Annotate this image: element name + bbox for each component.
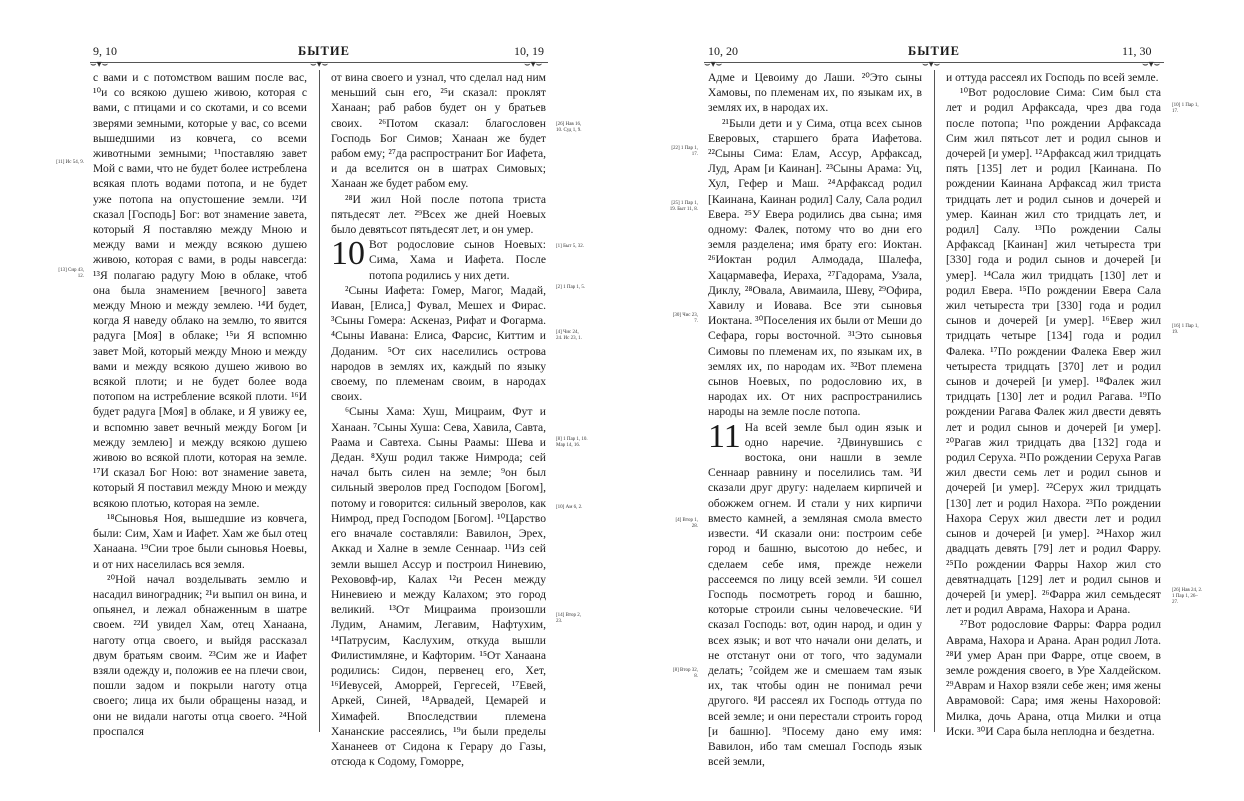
cross-reference-note: [30] Чис 23, 7.	[672, 313, 698, 324]
cross-reference-note: [10] 1 Пар 1, 17.	[1172, 103, 1199, 114]
flourish-ornament: ⌣▾⌣	[310, 59, 329, 70]
paragraph: ²⁷Вот родословие Фарры: Фарра родил Аврама, Нахора и Арана. Аран родил Лота. ²⁸И умер Аран при Фарре, отце своем, в земле рождения своего, в Уре Халдейском. ²⁹Аврам и Нахор взяли себе жен; имя жены Аврамовой: Сара; имя жены Нахоровой: Милка, дочь Арана, отца Милки и отца Иски. ³⁰И Сара была неплодна и бездетна.	[946, 618, 1161, 738]
flourish-ornament: ⌣▾⌣	[704, 59, 723, 70]
paragraph: ¹⁰Вот родословие Сима: Сим был ста лет и родил Арфаксада, чрез два года после потопа; ¹¹по рождении Арфаксада Сим жил пятьсот лет и родил сынов и дочерей [и умер]. ¹²Арфаксад жил тридцать пять [135] лет и родил [Каинана. По рождении Каинана Арфаксад жил триста тридцать лет и родил сынов и дочерей и умер. Каинан жил сто тридцать лет, и родил] Салу. ¹³По рождении Салы Арфаксад [Каинан] жил четыреста три [330] года и родил сынов и дочерей [и умер]. ¹⁴Сала жил тридцать [130] лет и родил Евера. ¹⁵По рождении Евера Сала жил четыреста три [330] года и родил сынов и дочерей [и умер]. ¹⁶Евер жил тридцать четыре [134] года и родил Фалека. ¹⁷По рождении Фалека Евер жил четыреста тридцать [370] лет и родил сынов и дочерей [и умер]. ¹⁸Фалек жил тридцать [130] лет и родил Рагава. ¹⁹По рождении Рагава Фалек жил двести девять лет и родил сынов и дочерей [и умер]. ²⁰Рагав жил тридцать два [132] года и родил Серуха. ²¹По рождении Серуха Рагав жил двести семь лет и родил сынов и дочерей [и умер]. ²²Серух жил тридцать [130] лет и родил Нахора. ²³По рождении Нахора Серух жил двести лет и родил сынов и дочерей [и умер]. ²⁴Нахор жил двадцать девять [79] лет и родил Фарру. ²⁵По рождении Фарры Нахор жил сто девятнадцать [129] лет и родил сынов и дочерей [и умер]. ²⁶Фарра жил семьдесят лет и родил Аврама, Нахора и Арана.	[946, 86, 1161, 617]
paragraph: ¹⁸Сыновья Ноя, вышедшие из ковчега, были: Сим, Хам и Иафет. Хам же был отец Ханаана. ¹⁹Сии трое были сыновья Ноевы, и от них населилась вся земля.	[93, 511, 307, 571]
paragraph: ²⁰Ной начал возделывать землю и насадил виноградник; ²¹и выпил он вина, и опьянел, и лежал обнаженным в шатре своем. ²²И увидел Хам, отец Ханаана, наготу отца своего, и выйдя рассказал двум братьям своим. ²³Сим же и Иафет взяли одежду и, положив ее на плечи свои, пошли задом и покрыли наготу отца своего; лица их были обращены назад, и они не видали наготы отца своего. ²⁴Ной проспался	[93, 572, 307, 738]
cross-reference-note: [4] Втор 1, 28.	[675, 518, 698, 529]
paragraph: от вина своего и узнал, что сделал над ним меньший сын его, ²⁵и сказал: проклят Ханаан; раб рабов будет он у братьев своих. ²⁶Потом сказал: благословен Господь Бог Симов; Ханаан же будет рабом ему; ²⁷да распространит Бог Иафета, и да вселится он в шатрах Симовых; Ханаан же будет рабом ему.	[331, 71, 546, 191]
cross-reference-note: [25] 1 Пар 1, 19. Быт 11, 8.	[669, 201, 698, 212]
cross-reference-note: [16] 1 Пар 1, 19.	[1172, 324, 1199, 335]
right-page	[622, 0, 1244, 801]
paragraph: ²⁸И жил Ной после потопа триста пятьдесят лет. ²⁹Всех же дней Ноевых было девятьсот пятьдесят лет, и он умер.	[331, 192, 546, 237]
paragraph: и оттуда рассеял их Господь по всей земле.	[946, 71, 1159, 84]
paragraph: с вами и с потомством вашим после вас, ¹⁰и со всякою душею живою, которая с вами, с птицами и со скотами, и со всеми зверями земными, которые у вас, со всеми вышедшими из ковчега, со всеми животными земными; ¹¹поставляю завет Мой с вами, что не будет более истреблена всякая плоть водами потопа, и не будет уже потопа на опустошение земли. ¹²И сказал [Господь] Бог: вот знамение завета, который Я поставляю между Мною и между вами и между всякою душею живою, которая с вами, в роды навсегда: ¹³Я полагаю радугу Мою в облаке, чтоб она была знамением [вечного] завета между Мною и между землею. ¹⁴И будет, когда Я наведу облако на землю, то явится радуга [Моя] в облаке; ¹⁵и Я вспомню завет Мой, который между Мною и между вами и между всякою душею живою во всякой плоти; и не будет более вода потопом на истребление всякой плоти. ¹⁶И будет радуга [Моя] в облаке, и Я увижу ее, и вспомню завет вечный между Богом [и между землею] и между всякою душею живою во всякой плоти, которая на земле. ¹⁷И сказал Бог Ною: вот знамение завета, который Я поставил между Мною и между всякою плотью, которая на земле.	[93, 71, 307, 510]
paragraph: Вот родословие сынов Ноевых: Сима, Хама и Иафета. После потопа родились у них дети.	[369, 238, 546, 282]
column-divider	[319, 70, 320, 732]
paragraph: Адме и Цевоиму до Лаши. ²⁰Это сыны Хамовы, по племенам их, по языкам их, в землях их, в народах их.	[708, 71, 922, 115]
paragraph: ²¹Были дети и у Сима, отца всех сынов Еверовых, старшего брата Иафетова. ²²Сыны Сима: Елам, Ассур, Арфаксад, Луд, Арам [и Каинан]. ²³Сыны Арама: Уц, Хул, Гефер и Маш. ²⁴Арфаксад родил [Каинана, Каинан родил] Салу, Сала родил Евера. ²⁵У Евера родились два сына; имя одному: Фалек, потому что во дни его земля разделена; имя брату его: Иоктан. ²⁶Иоктан родил Алмодада, Шалефа, Хацармавефа, Иераха, ²⁷Гадорама, Узала, Диклу, ²⁸Овала, Авимаила, Шеву, ²⁹Офира, Хавилу и Иовава. Все эти сыновья Иоктана. ³⁰Поселения их были от Меши до Сефара, горы восточной. ³¹Это сыновья Симовы по племенам их, по языкам их, в землях их, по народам их. ³²Вот племена сынов Ноевых, по родословию их, в народах их. От них распространились народы на земле после потопа.	[708, 116, 922, 419]
chapter-number: 11	[708, 417, 741, 455]
left-page-head-left: 9, 10	[93, 44, 117, 58]
right-page-column-2	[946, 70, 1161, 739]
right-page-head-left: 10, 20	[708, 44, 738, 58]
flourish-ornament: ⌣▾⌣	[1142, 59, 1161, 70]
cross-reference-note: [8] Втор 32, 8.	[672, 668, 698, 679]
flourish-ornament: ⌣▾⌣	[922, 59, 941, 70]
cross-reference-note: [22] 1 Пар 1, 17.	[671, 146, 698, 157]
left-page-column-1	[93, 70, 307, 739]
cross-reference-note: [4] Чис 24, 24. Ис 23, 1.	[556, 330, 582, 341]
right-page-head-right: 11, 30	[1122, 44, 1152, 58]
right-page-column-1	[708, 70, 922, 769]
left-page-column-2	[331, 70, 546, 769]
cross-reference-note: [10] Ам 6, 2.	[556, 505, 583, 510]
paragraph: ²Сыны Иафета: Гомер, Магог, Мадай, Иаван, [Елиса,] Фувал, Мешех и Фирас. ³Сыны Гомера: Аскеназ, Рифат и Фогарма. ⁴Сыны Иавана: Елиса, Фарсис, Киттим и Доданим. ⁵От сих населились острова народов в землях их, каждый по языку своему, по племенам своим, в народах своих.	[331, 283, 546, 404]
left-page-head-right: 10, 19	[514, 44, 544, 58]
flourish-ornament: ⌣▾⌣	[90, 59, 109, 70]
cross-reference-note: [13] Сир 43, 12.	[58, 268, 84, 279]
right-page-title: БЫТИЕ	[908, 44, 960, 58]
cross-reference-note: [1] Быт 5, 32.	[556, 244, 584, 249]
cross-reference-note: [2] 1 Пар 1, 5.	[556, 285, 586, 290]
paragraph: ⁶Сыны Хама: Хуш, Мицраим, Фут и Ханаан. ⁷Сыны Хуша: Сева, Хавила, Савта, Раама и Савтеха. Сыны Раамы: Шева и Дедан. ⁸Хуш родил также Нимрода; сей начал быть силен на земле; ⁹он был сильный зверолов пред Господом [Богом], потому и говорится: сильный зверолов, как Нимрод, пред Господом [Богом]. ¹⁰Царство его вначале составляли: Вавилон, Эрех, Аккад и Халне в земле Сеннаар. ¹¹Из сей земли вышел Ассур и построил Ниневию, Рехововф-ир, Калах ¹²и Ресен между Ниневиею и между Калахом; это город великий. ¹³От Мицраима произошли Лудим, Анамим, Легавим, Нафтухим, ¹⁴Патрусим, Каслухим, откуда вышли Филистимляне, и Кафторим. ¹⁵От Ханаана родились: Сидон, первенец его, Хет, ¹⁶Иевусей, Аморрей, Гергесей, ¹⁷Евей, Аркей, Синей, ¹⁸Арвадей, Цемарей и Химафей. Впоследствии племена Хананские рассеялись, ¹⁹и были пределы Хананеев от Сидона к Герару до Газы, отсюда к Содому, Гоморре,	[331, 405, 546, 769]
left-page-title: БЫТИЕ	[298, 44, 350, 58]
chapter-number: 10	[331, 235, 365, 273]
cross-reference-note: [26] Нав 16, 10. Суд 1, 9.	[556, 122, 582, 133]
cross-reference-note: [26] Нав 24, 2. 1 Пар 1, 26–27.	[1172, 588, 1203, 605]
cross-reference-note: [14] Втор 2, 23.	[556, 613, 582, 624]
column-divider	[934, 70, 935, 732]
cross-reference-note: [8] 1 Пар 1, 10. Мар 14, 16.	[556, 437, 588, 448]
cross-reference-note: [11] Ис 54, 9.	[56, 160, 84, 165]
paragraph: На всей земле был один язык и одно наречие. ²Двинувшись с востока, они нашли в земле Сеннаар равнину и поселились там. ³И сказали друг другу: наделаем кирпичей и обожжем огнем. И стали у них кирпичи вместо камней, а земляная смола вместо извести. ⁴И сказали они: построим себе город и башню, высотою до небес, и сделаем себе имя, прежде нежели рассеемся по лицу всей земли. ⁵И сошел Господь посмотреть город и башню, которые строили сыны человеческие. ⁶И сказал Господь: вот, один народ, и один у всех язык; и вот что начали они делать, и не отстанут они от того, что задумали делать; ⁷сойдем же и смешаем там язык их, так чтобы один не понимал речи другого. ⁸И рассеял их Господь оттуда по всей земле; и они перестали строить город [и башню]. ⁹Посему дано ему имя: Вавилон, ибо там смешал Господь язык всей земли,	[708, 420, 922, 769]
flourish-ornament: ⌣▾⌣	[524, 59, 543, 70]
